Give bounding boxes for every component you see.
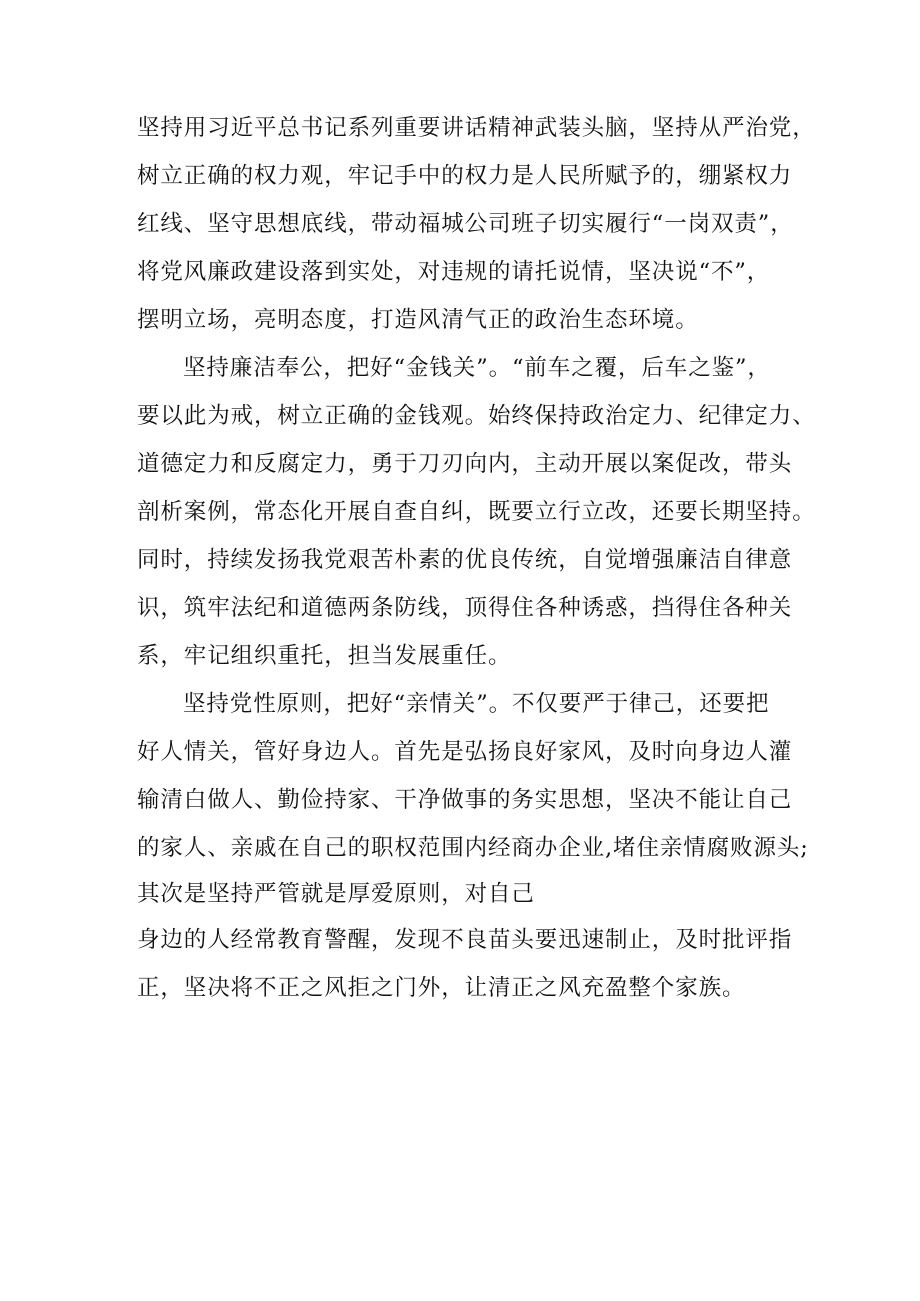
paragraph-3-line-4: 的家人、亲戚在自己的职权范围内经商办企业,堵住亲情腐败源头; xyxy=(137,835,809,861)
paragraph-1-line-5: 摆明立场，亮明态度，打造风清气正的政治生态环境。 xyxy=(137,307,699,333)
paragraph-3-line-6: 身边的人经常教育警醒，发现不良苗头要迅速制止，及时批评指 xyxy=(137,927,793,953)
paragraph-2-line-5: 同时，持续发扬我党艰苦朴素的优良传统，自觉增强廉洁自律意 xyxy=(137,547,793,573)
paragraph-3-line-2: 好人情关，管好身边人。首先是弘扬良好家风，及时向身边人灌 xyxy=(137,739,793,765)
paragraph-3-line-5: 其次是坚持严管就是厚爱原则，对自己 xyxy=(137,881,535,907)
paragraph-1-line-2: 树立正确的权力观，牢记手中的权力是人民所赋予的，绷紧权力 xyxy=(137,163,793,189)
paragraph-1-line-3: 红线、坚守思想底线，带动福城公司班子切实履行“一岗双责”， xyxy=(137,211,794,237)
paragraph-2-line-6: 识，筑牢法纪和道德两条防线，顶得住各种诱惑，挡得住各种关 xyxy=(137,595,793,621)
paragraph-3-line-1: 坚持党性原则，把好“亲情关”。不仅要严于律己，还要把 xyxy=(183,691,770,717)
document-body xyxy=(137,104,816,1012)
paragraph-2-line-4: 剖析案例，常态化开展自查自纠，既要立行立改，还要长期坚持。 xyxy=(137,499,816,525)
paragraph-1-line-1: 坚持用习近平总书记系列重要讲话精神武装头脑，坚持从严治党， xyxy=(137,115,816,141)
paragraph-2-line-7: 系，牢记组织重托，担当发展重任。 xyxy=(137,643,512,669)
paragraph-1-line-4: 将党风廉政建设落到实处，对违规的请托说情，坚决说“不”， xyxy=(137,259,771,285)
paragraph-2-line-1: 坚持廉洁奉公，把好“金钱关”。“前车之覆，后车之鉴”， xyxy=(183,355,771,381)
paragraph-3-line-7: 正，坚决将不正之风拒之门外，让清正之风充盈整个家族。 xyxy=(137,975,746,1001)
paragraph-2-line-3: 道德定力和反腐定力，勇于刀刃向内，主动开展以案促改，带头 xyxy=(137,451,793,477)
paragraph-3-line-3: 输清白做人、勤俭持家、干净做事的务实思想，坚决不能让自己 xyxy=(137,787,793,813)
paragraph-2-line-2: 要以此为戒，树立正确的金钱观。始终保持政治定力、纪律定力、 xyxy=(137,403,816,429)
